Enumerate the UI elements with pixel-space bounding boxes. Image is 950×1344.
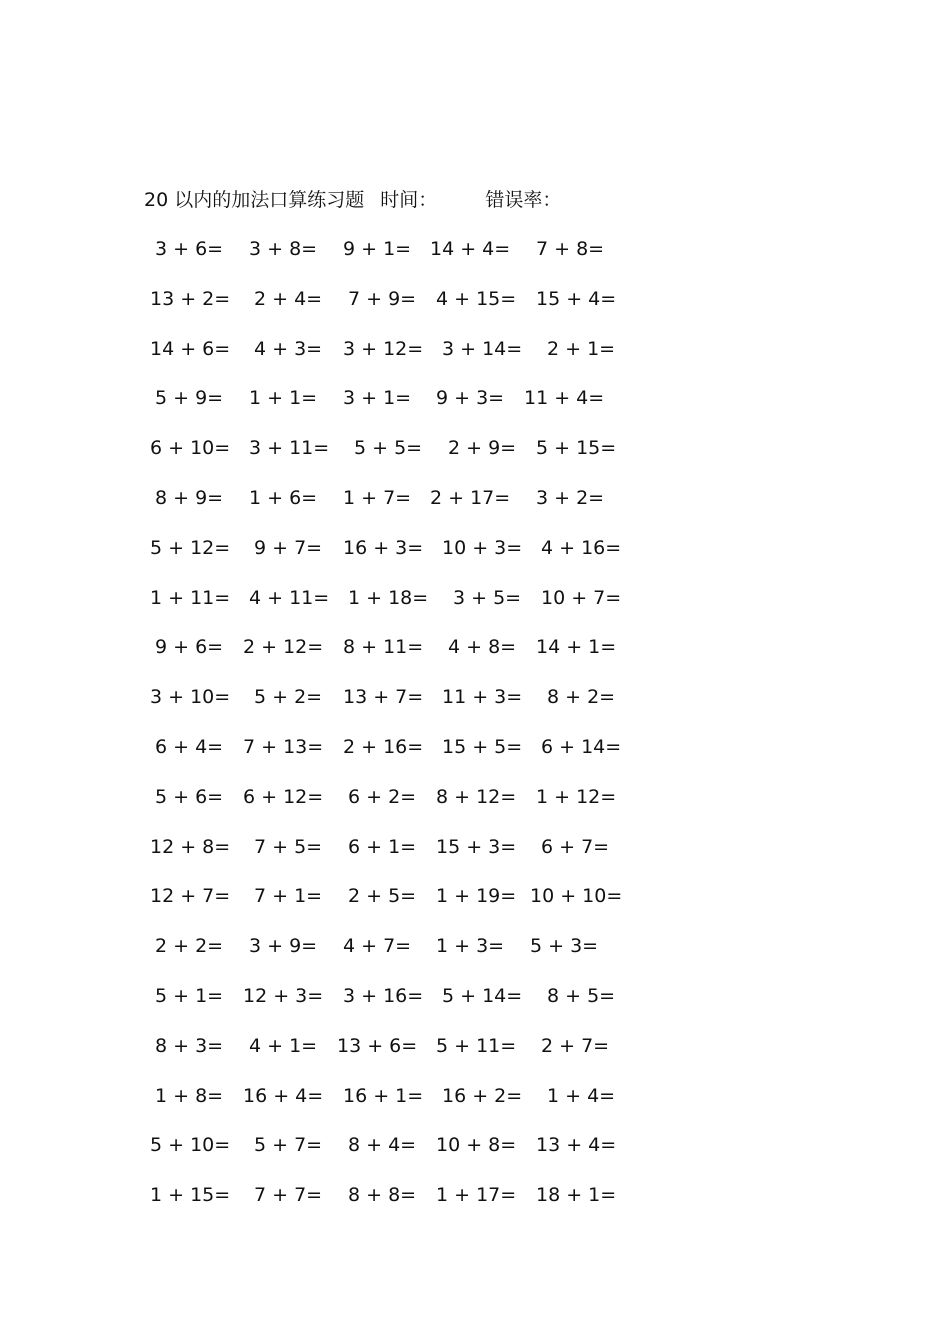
addition-problem: 8 + 3= bbox=[155, 1034, 224, 1057]
addition-problem: 9 + 6= bbox=[155, 636, 224, 659]
addition-problem: 13 + 2= bbox=[150, 287, 231, 310]
addition-problem: 5 + 9= bbox=[155, 387, 224, 410]
addition-problem: 1 + 7= bbox=[343, 486, 412, 509]
addition-problem: 2 + 16= bbox=[343, 735, 424, 758]
problem-row bbox=[150, 882, 670, 932]
addition-problem: 7 + 8= bbox=[536, 238, 605, 260]
addition-problem: 1 + 12= bbox=[536, 785, 617, 808]
addition-problem: 8 + 5= bbox=[547, 984, 616, 1007]
problem-row bbox=[150, 633, 670, 683]
addition-problem: 3 + 2= bbox=[536, 486, 605, 509]
addition-problem: 4 + 8= bbox=[448, 636, 517, 659]
error-rate-label: 错误率： bbox=[485, 189, 562, 211]
addition-problem: 1 + 8= bbox=[155, 1084, 224, 1107]
addition-problem: 1 + 11= bbox=[150, 586, 231, 609]
addition-problem: 2 + 12= bbox=[243, 636, 324, 659]
addition-problem: 16 + 4= bbox=[243, 1084, 324, 1107]
addition-problem: 5 + 2= bbox=[254, 686, 323, 709]
problem-row bbox=[150, 335, 670, 385]
problem-row bbox=[150, 932, 670, 982]
addition-problem: 11 + 3= bbox=[442, 686, 523, 709]
addition-problem: 3 + 14= bbox=[442, 337, 523, 360]
addition-problem: 4 + 1= bbox=[249, 1034, 318, 1057]
addition-problem: 3 + 1= bbox=[343, 387, 412, 410]
addition-problem: 12 + 7= bbox=[150, 885, 231, 908]
addition-problem: 10 + 7= bbox=[541, 586, 622, 609]
addition-problem: 9 + 7= bbox=[254, 536, 323, 559]
problem-row bbox=[150, 833, 670, 883]
addition-problem: 6 + 4= bbox=[155, 735, 224, 758]
addition-problem: 11 + 4= bbox=[524, 387, 605, 410]
addition-problem: 5 + 7= bbox=[254, 1134, 323, 1157]
addition-problem: 2 + 2= bbox=[155, 935, 224, 958]
addition-problem: 4 + 3= bbox=[254, 337, 323, 360]
problem-row bbox=[150, 1082, 670, 1132]
addition-problem: 13 + 7= bbox=[343, 686, 424, 709]
addition-problem: 14 + 6= bbox=[150, 337, 231, 360]
addition-problem: 1 + 1= bbox=[249, 387, 318, 410]
addition-problem: 15 + 4= bbox=[536, 287, 617, 310]
addition-problem: 6 + 1= bbox=[348, 835, 417, 858]
addition-problem: 6 + 7= bbox=[541, 835, 610, 858]
addition-problem: 4 + 16= bbox=[541, 536, 622, 559]
addition-problem: 8 + 9= bbox=[155, 486, 224, 509]
addition-problem: 15 + 3= bbox=[436, 835, 517, 858]
addition-problem: 7 + 1= bbox=[254, 885, 323, 908]
addition-problem: 8 + 2= bbox=[547, 686, 616, 709]
problem-row bbox=[150, 584, 670, 634]
addition-problem: 2 + 5= bbox=[348, 885, 417, 908]
problem-row bbox=[150, 1131, 670, 1181]
addition-problem: 7 + 7= bbox=[254, 1184, 323, 1207]
addition-problem: 8 + 8= bbox=[348, 1184, 417, 1207]
addition-problem: 16 + 1= bbox=[343, 1084, 424, 1107]
addition-problem: 7 + 13= bbox=[243, 735, 324, 758]
addition-problem: 1 + 6= bbox=[249, 486, 318, 509]
addition-problem: 3 + 10= bbox=[150, 686, 231, 709]
addition-problem: 2 + 17= bbox=[430, 486, 511, 509]
addition-problem: 5 + 11= bbox=[436, 1034, 517, 1057]
problem-row bbox=[150, 1032, 670, 1082]
addition-problem: 5 + 3= bbox=[530, 935, 599, 958]
addition-problem: 2 + 9= bbox=[448, 437, 517, 460]
addition-problem: 16 + 3= bbox=[343, 536, 424, 559]
addition-problem: 9 + 1= bbox=[343, 238, 412, 260]
addition-problem: 4 + 11= bbox=[249, 586, 330, 609]
addition-problem: 12 + 8= bbox=[150, 835, 231, 858]
problem-row bbox=[150, 1181, 670, 1231]
addition-problem: 3 + 5= bbox=[453, 586, 522, 609]
addition-problem: 5 + 6= bbox=[155, 785, 224, 808]
addition-problem: 6 + 14= bbox=[541, 735, 622, 758]
problem-row bbox=[150, 285, 670, 335]
addition-problem: 12 + 3= bbox=[243, 984, 324, 1007]
problem-row bbox=[150, 783, 670, 833]
addition-problem: 3 + 12= bbox=[343, 337, 424, 360]
addition-problem: 1 + 19= bbox=[436, 885, 517, 908]
addition-problem: 10 + 3= bbox=[442, 536, 523, 559]
worksheet-header bbox=[144, 186, 561, 214]
worksheet-title: 20 以内的加法口算练习题 bbox=[144, 189, 365, 211]
problem-row bbox=[150, 384, 670, 434]
addition-problem: 3 + 9= bbox=[249, 935, 318, 958]
addition-problem: 3 + 11= bbox=[249, 437, 330, 460]
addition-problem: 3 + 6= bbox=[155, 238, 224, 260]
addition-problem: 10 + 10= bbox=[530, 885, 623, 908]
addition-problem: 4 + 15= bbox=[436, 287, 517, 310]
addition-problem: 10 + 8= bbox=[436, 1134, 517, 1157]
problem-row bbox=[150, 534, 670, 584]
addition-problem: 4 + 7= bbox=[343, 935, 412, 958]
addition-problem: 8 + 4= bbox=[348, 1134, 417, 1157]
addition-problem: 2 + 4= bbox=[254, 287, 323, 310]
addition-problem: 5 + 5= bbox=[354, 437, 423, 460]
addition-problem: 14 + 4= bbox=[430, 238, 511, 260]
addition-problem: 8 + 12= bbox=[436, 785, 517, 808]
addition-problem: 8 + 11= bbox=[343, 636, 424, 659]
addition-problem: 1 + 3= bbox=[436, 935, 505, 958]
addition-problem: 18 + 1= bbox=[536, 1184, 617, 1207]
addition-problem: 2 + 1= bbox=[547, 337, 616, 360]
addition-problem: 13 + 4= bbox=[536, 1134, 617, 1157]
addition-problem: 15 + 5= bbox=[442, 735, 523, 758]
addition-problem: 5 + 14= bbox=[442, 984, 523, 1007]
addition-problem: 9 + 3= bbox=[436, 387, 505, 410]
addition-problem: 16 + 2= bbox=[442, 1084, 523, 1107]
time-label: 时间： bbox=[380, 189, 438, 211]
addition-problem: 13 + 6= bbox=[337, 1034, 418, 1057]
problem-row bbox=[150, 484, 670, 534]
addition-problem: 6 + 12= bbox=[243, 785, 324, 808]
addition-problem: 7 + 5= bbox=[254, 835, 323, 858]
addition-problem: 5 + 15= bbox=[536, 437, 617, 460]
addition-problem: 5 + 12= bbox=[150, 536, 231, 559]
problem-row bbox=[150, 683, 670, 733]
problem-row bbox=[150, 235, 670, 285]
addition-problem: 3 + 16= bbox=[343, 984, 424, 1007]
addition-problem: 5 + 10= bbox=[150, 1134, 231, 1157]
addition-problem: 7 + 9= bbox=[348, 287, 417, 310]
problem-row bbox=[150, 434, 670, 484]
addition-problem: 5 + 1= bbox=[155, 984, 224, 1007]
problem-row bbox=[150, 733, 670, 783]
problem-row bbox=[150, 982, 670, 1032]
addition-problem: 3 + 8= bbox=[249, 238, 318, 260]
addition-problem: 14 + 1= bbox=[536, 636, 617, 659]
addition-problem: 2 + 7= bbox=[541, 1034, 610, 1057]
addition-problem: 1 + 15= bbox=[150, 1184, 231, 1207]
addition-problem: 1 + 17= bbox=[436, 1184, 517, 1207]
addition-problem: 1 + 4= bbox=[547, 1084, 616, 1107]
addition-problem: 6 + 2= bbox=[348, 785, 417, 808]
addition-problem: 6 + 10= bbox=[150, 437, 231, 460]
problem-grid bbox=[150, 235, 670, 1231]
addition-problem: 1 + 18= bbox=[348, 586, 429, 609]
